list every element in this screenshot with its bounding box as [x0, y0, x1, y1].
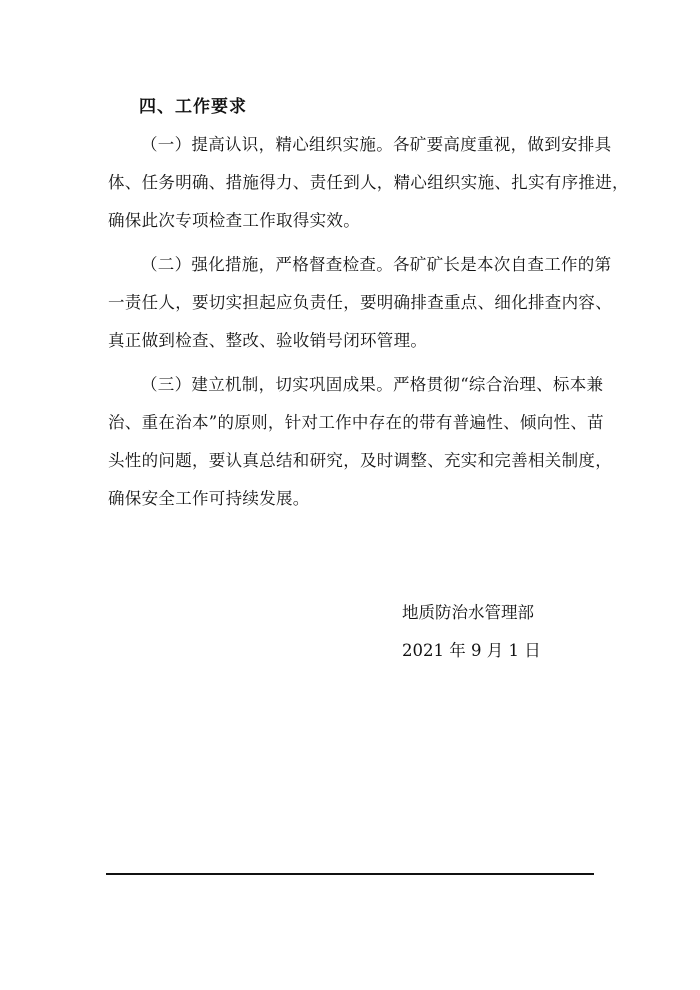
section-heading: 四、工作要求: [139, 97, 247, 117]
paragraph-line: 头性的问题，要认真总结和研究，及时调整、充实和完善相关制度，: [108, 451, 612, 470]
signature-block: [402, 594, 541, 670]
requirement-paragraph-3: [108, 366, 612, 518]
paragraph-line: 确保此次专项检查工作取得实效。: [108, 211, 360, 230]
paragraph-line: 一责任人，要切实担起应负责任，要明确排查重点、细化排查内容、: [108, 293, 612, 312]
paragraph-line: 体、任务明确、措施得力、责任到人，精心组织实施、扎实有序推进，: [108, 173, 629, 192]
paragraph-line: 真正做到检查、整改、验收销号闭环管理。: [108, 331, 428, 350]
requirement-paragraph-1: [108, 126, 629, 240]
issuing-department: 地质防治水管理部: [402, 603, 534, 622]
paragraph-line: 治、重在治本”的原则，针对工作中存在的带有普遍性、倾向性、苗: [108, 413, 604, 432]
paragraph-line: 确保安全工作可持续发展。: [108, 489, 310, 508]
requirement-paragraph-2: [108, 246, 612, 360]
issue-date: 2021 年 9 月 1 日: [402, 641, 541, 660]
paragraph-line: （一）提高认识，精心组织实施。各矿要高度重视，做到安排具: [141, 135, 612, 154]
paragraph-line: （三）建立机制，切实巩固成果。严格贯彻“综合治理、标本兼: [141, 375, 604, 394]
paragraph-line: （二）强化措施，严格督查检查。各矿矿长是本次自查工作的第: [141, 255, 612, 274]
footer-divider: [106, 873, 594, 875]
